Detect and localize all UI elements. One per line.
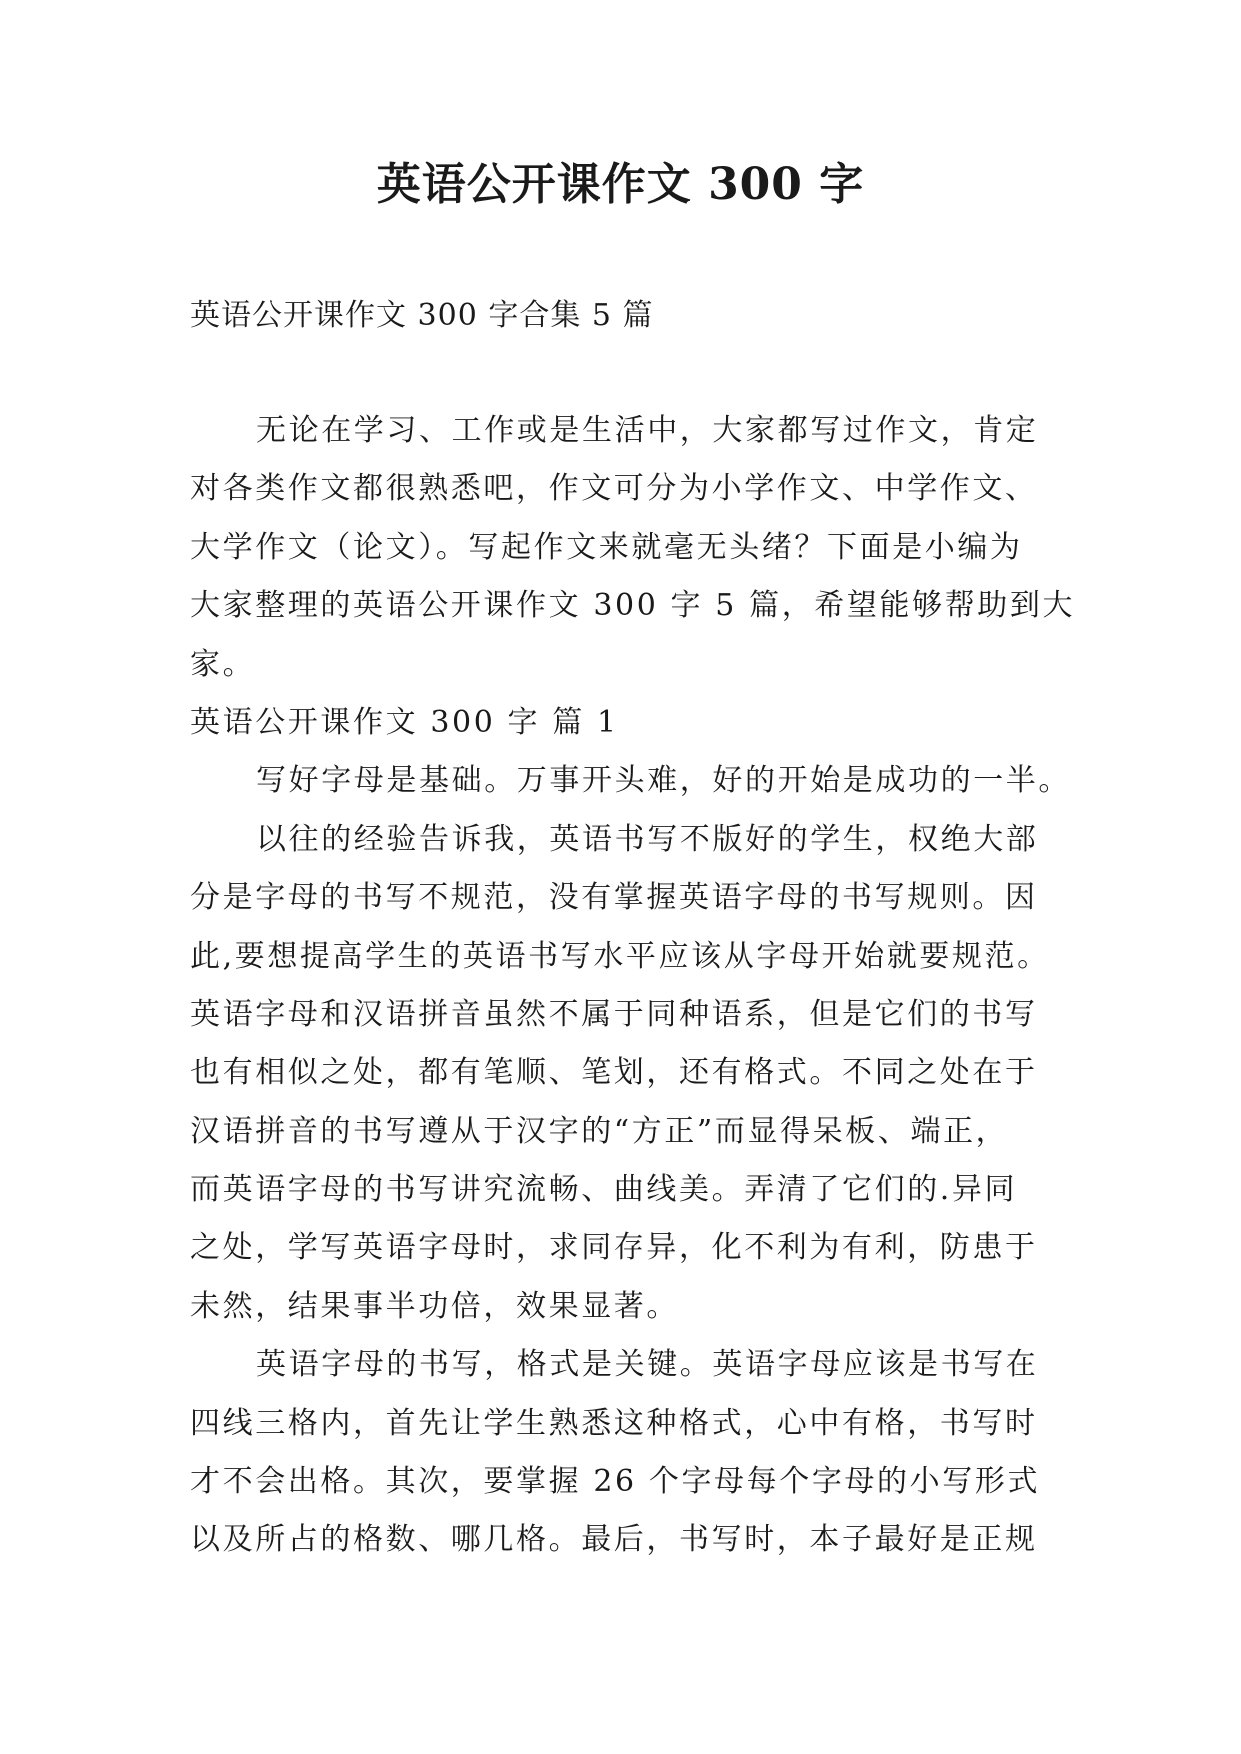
document-subtitle: 英语公开课作文 300 字合集 5 篇 xyxy=(190,298,654,333)
text-line: 以及所占的格数、哪几格。最后，书写时，本子最好是正规 xyxy=(190,1522,1038,1558)
text-line: 而英语字母的书写讲究流畅、曲线美。弄清了它们的.异同 xyxy=(190,1172,1018,1208)
text-line: 英语字母和汉语拼音虽然不属于同种语系，但是它们的书写 xyxy=(190,996,1038,1032)
text-line: 汉语拼音的书写遵从于汉字的“方正”而显得呆板、端正， xyxy=(190,1113,1009,1149)
text-line: 未然，结果事半功倍，效果显著。 xyxy=(190,1288,679,1324)
document-body xyxy=(190,402,1076,1570)
text-line: 英语公开课作文 300 字 篇 1 xyxy=(190,704,619,740)
text-line: 无论在学习、工作或是生活中，大家都写过作文，肯定 xyxy=(256,413,1039,448)
document-title: 英语公开课作文 300 字 xyxy=(376,159,865,210)
text-line: 家。 xyxy=(190,646,256,682)
text-line: 写好字母是基础。万事开头难，好的开始是成功的一半。 xyxy=(256,763,1071,799)
text-line: 之处，学写英语字母时，求同存异，化不利为有利，防患于 xyxy=(190,1230,1038,1266)
text-line: 才不会出格。其次，要掌握 26 个字母每个字母的小写形式 xyxy=(190,1464,1041,1500)
text-line: 四线三格内，首先让学生熟悉这种格式，心中有格，书写时 xyxy=(190,1405,1038,1441)
text-line: 大学作文（论文）。写起作文来就毫无头绪？下面是小编为 xyxy=(190,529,1023,565)
text-line: 对各类作文都很熟悉吧，作文可分为小学作文、中学作文、 xyxy=(190,471,1038,507)
text-line: 英语字母的书写，格式是关键。英语字母应该是书写在 xyxy=(256,1347,1039,1383)
text-line: 此,要想提高学生的英语书写水平应该从字母开始就要规范。 xyxy=(190,938,1050,974)
text-line: 也有相似之处，都有笔顺、笔划，还有格式。不同之处在于 xyxy=(190,1055,1038,1091)
text-line: 大家整理的英语公开课作文 300 字 5 篇，希望能够帮助到大 xyxy=(190,588,1076,624)
text-line: 以往的经验告诉我，英语书写不版好的学生，权绝大部 xyxy=(256,821,1039,857)
text-line: 分是字母的书写不规范，没有掌握英语字母的书写规则。因 xyxy=(190,880,1038,916)
